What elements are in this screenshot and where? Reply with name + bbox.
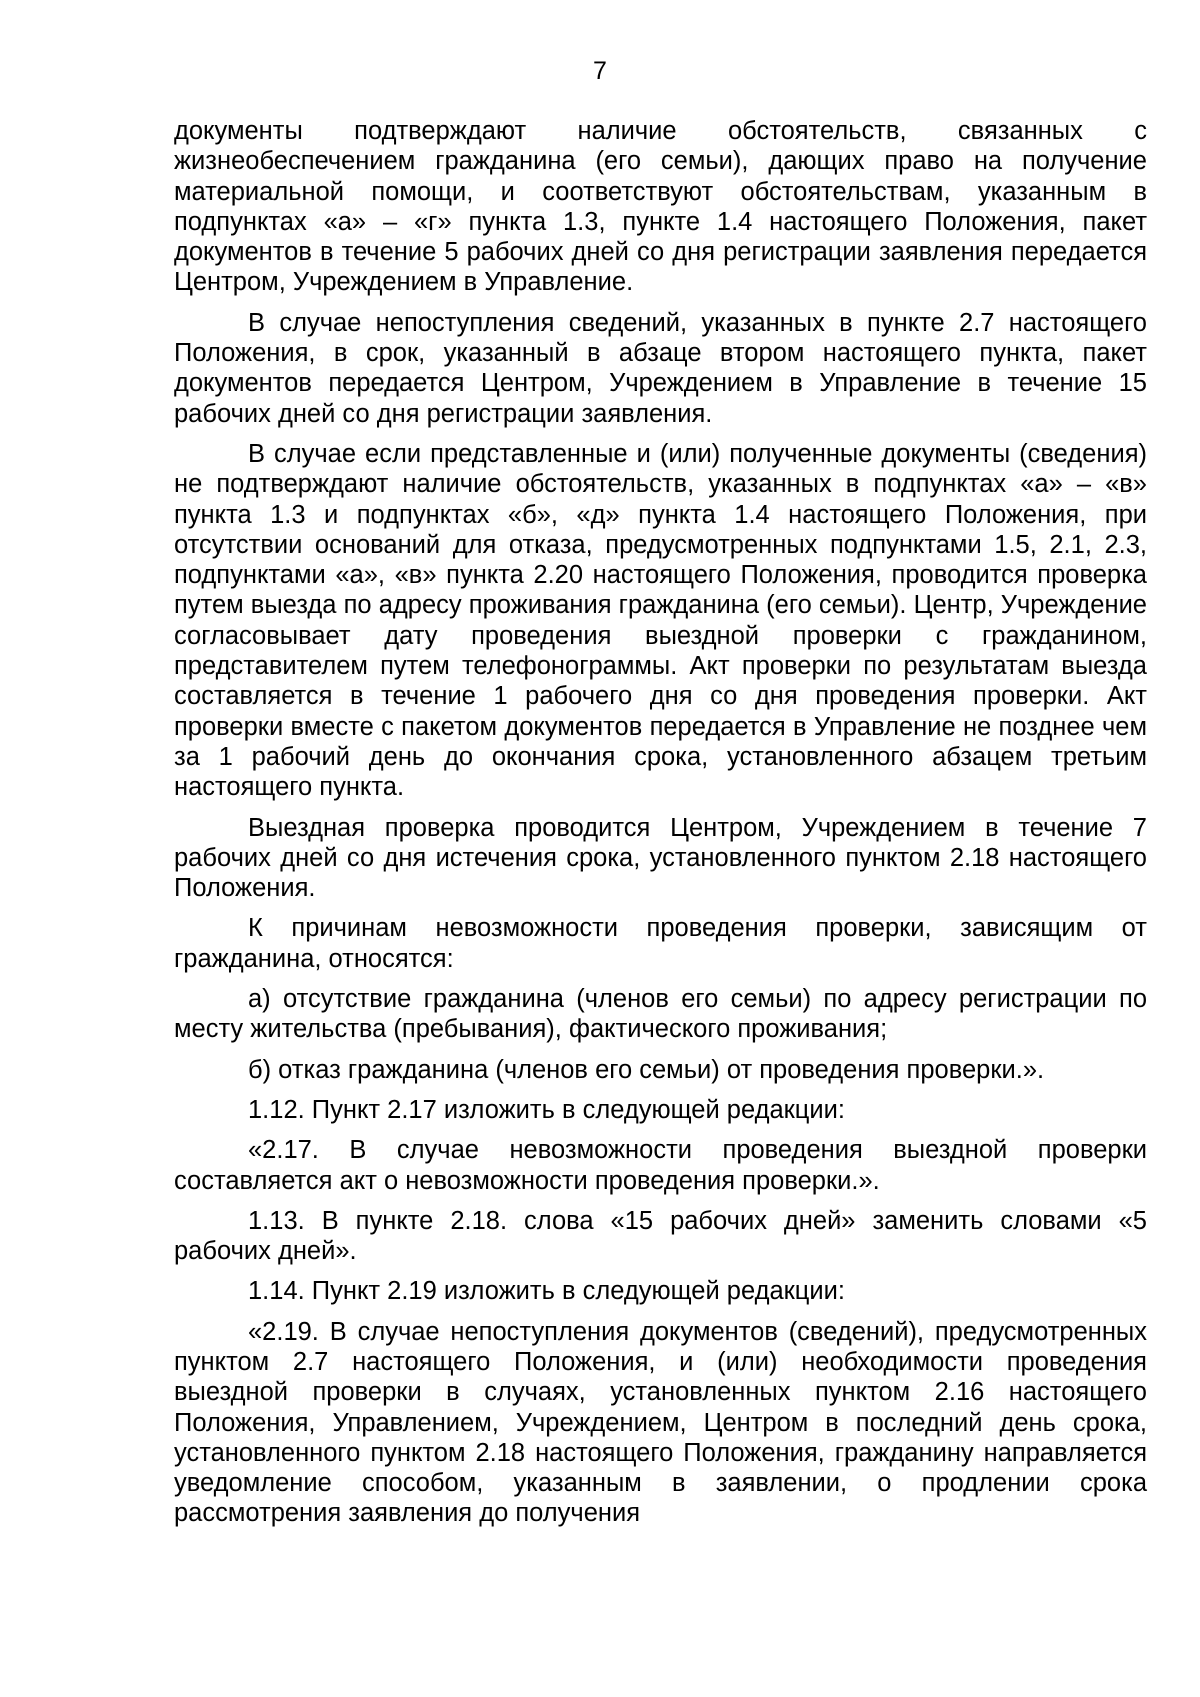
paragraph: документы подтверждают наличие обстоятельств, связанных с жизнеобеспечением гражданина (его семьи), дающих право на получение материальной помощи, и соответствуют обстоятельствам, указанным в подпунктах «а» – «г» пункта 1.3, пункте 1.4 настоящего Положения, пакет документов в течение 5 рабочих дней со дня регистрации заявления передается Центром, Учреждением в Управление. bbox=[174, 117, 1147, 297]
page-number: 7 bbox=[593, 57, 607, 85]
paragraph: б) отказ гражданина (членов его семьи) от проведения проверки.». bbox=[248, 1055, 1045, 1084]
paragraph: 1.13. В пункте 2.18. слова «15 рабочих дней» заменить словами «5 рабочих дней». bbox=[174, 1206, 1147, 1266]
paragraph: Выездная проверка проводится Центром, Учреждением в течение 7 рабочих дней со дня истечения срока, установленного пунктом 2.18 настоящего Положения. bbox=[174, 813, 1147, 903]
paragraph: В случае если представленные и (или) полученные документы (сведения) не подтверждают наличие обстоятельств, указанных в подпунктах «а» – «в» пункта 1.3 и подпунктах «б», «д» пункта 1.4 настоящего Положения, при отсутствии оснований для отказа, предусмотренных подпунктами 1.5, 2.1, 2.3, подпунктами «а», «в» пункта 2.20 настоящего Положения, проводится проверка путем выезда по адресу проживания гражданина (его семьи). Центр, Учреждение согласовывает дату проведения выездной проверки с гражданином, представителем путем телефонограммы. Акт проверки по результатам выезда составляется в течение 1 рабочего дня со дня проведения проверки. Акт проверки вместе с пакетом документов передается в Управление не позднее чем за 1 рабочий день до окончания срока, установленного абзацем третьим настоящего пункта. bbox=[174, 439, 1147, 802]
paragraph: 1.14. Пункт 2.19 изложить в следующей редакции: bbox=[248, 1277, 845, 1306]
document-body bbox=[174, 116, 1147, 1539]
paragraph: В случае непоступления сведений, указанных в пункте 2.7 настоящего Положения, в срок, указанный в абзаце втором настоящего пункта, пакет документов передается Центром, Учреждением в Управление в течение 15 рабочих дней со дня регистрации заявления. bbox=[174, 308, 1147, 428]
paragraph: «2.17. В случае невозможности проведения выездной проверки составляется акт о невозможности проведения проверки.». bbox=[174, 1136, 1147, 1195]
paragraph: а) отсутствие гражданина (членов его семьи) по адресу регистрации по месту жительства (пребывания), фактического проживания; bbox=[174, 985, 1147, 1044]
paragraph: «2.19. В случае непоступления документов (сведений), предусмотренных пунктом 2.7 настоящего Положения, и (или) необходимости проведения выездной проверки в случаях, установленных пунктом 2.16 настоящего Положения, Управлением, Учреждением, Центром в последний день срока, установленного пунктом 2.18 настоящего Положения, гражданину направляется уведомление способом, указанным в заявлении, о продлении срока рассмотрения заявления до получения bbox=[174, 1317, 1147, 1528]
paragraph: К причинам невозможности проведения проверки, зависящим от гражданина, относятся: bbox=[174, 914, 1147, 973]
paragraph: 1.12. Пункт 2.17 изложить в следующей редакции: bbox=[248, 1095, 845, 1124]
